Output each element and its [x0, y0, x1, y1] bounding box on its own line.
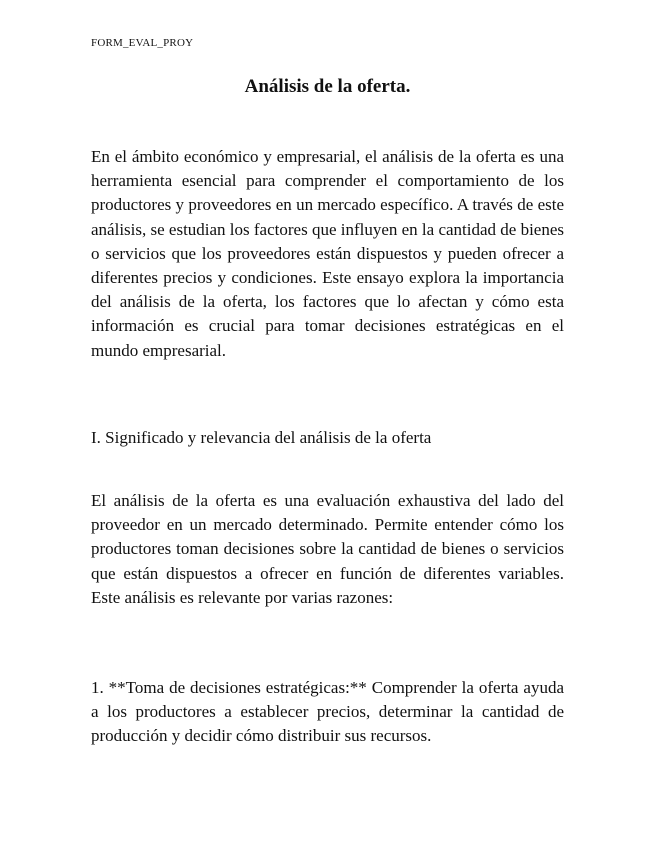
list-item: 1. **Toma de decisiones estratégicas:** Comprender la oferta ayuda a los productores a establecer precios, determinar la cantidad de producción y decidir cómo distribuir sus recursos. [91, 678, 564, 746]
section-heading: I. Significado y relevancia del análisis de la oferta [91, 428, 432, 447]
form-code-header: FORM_EVAL_PROY [91, 37, 194, 49]
section-paragraph: El análisis de la oferta es una evaluación exhaustiva del lado del proveedor en un mercado determinado. Permite entender cómo los productores toman decisiones sobre la cantidad de bienes o servicios que están dispuestos a ofrecer en función de diferentes variables. Este análisis es relevante por varias razones: [91, 491, 564, 607]
document-title: Análisis de la oferta. [244, 76, 411, 97]
intro-paragraph: En el ámbito económico y empresarial, el análisis de la oferta es una herramienta esencial para comprender el comportamiento de los productores y proveedores en un mercado específico. A través de este análisis, se estudian los factores que influyen en la cantidad de bienes o servicios que los proveedores están dispuestos y pueden ofrecer a diferentes precios y condiciones. Este ensayo explora la importancia del análisis de la oferta, los factores que lo afectan y cómo esta información es crucial para tomar decisiones estratégicas en el mundo empresarial. [91, 147, 565, 360]
